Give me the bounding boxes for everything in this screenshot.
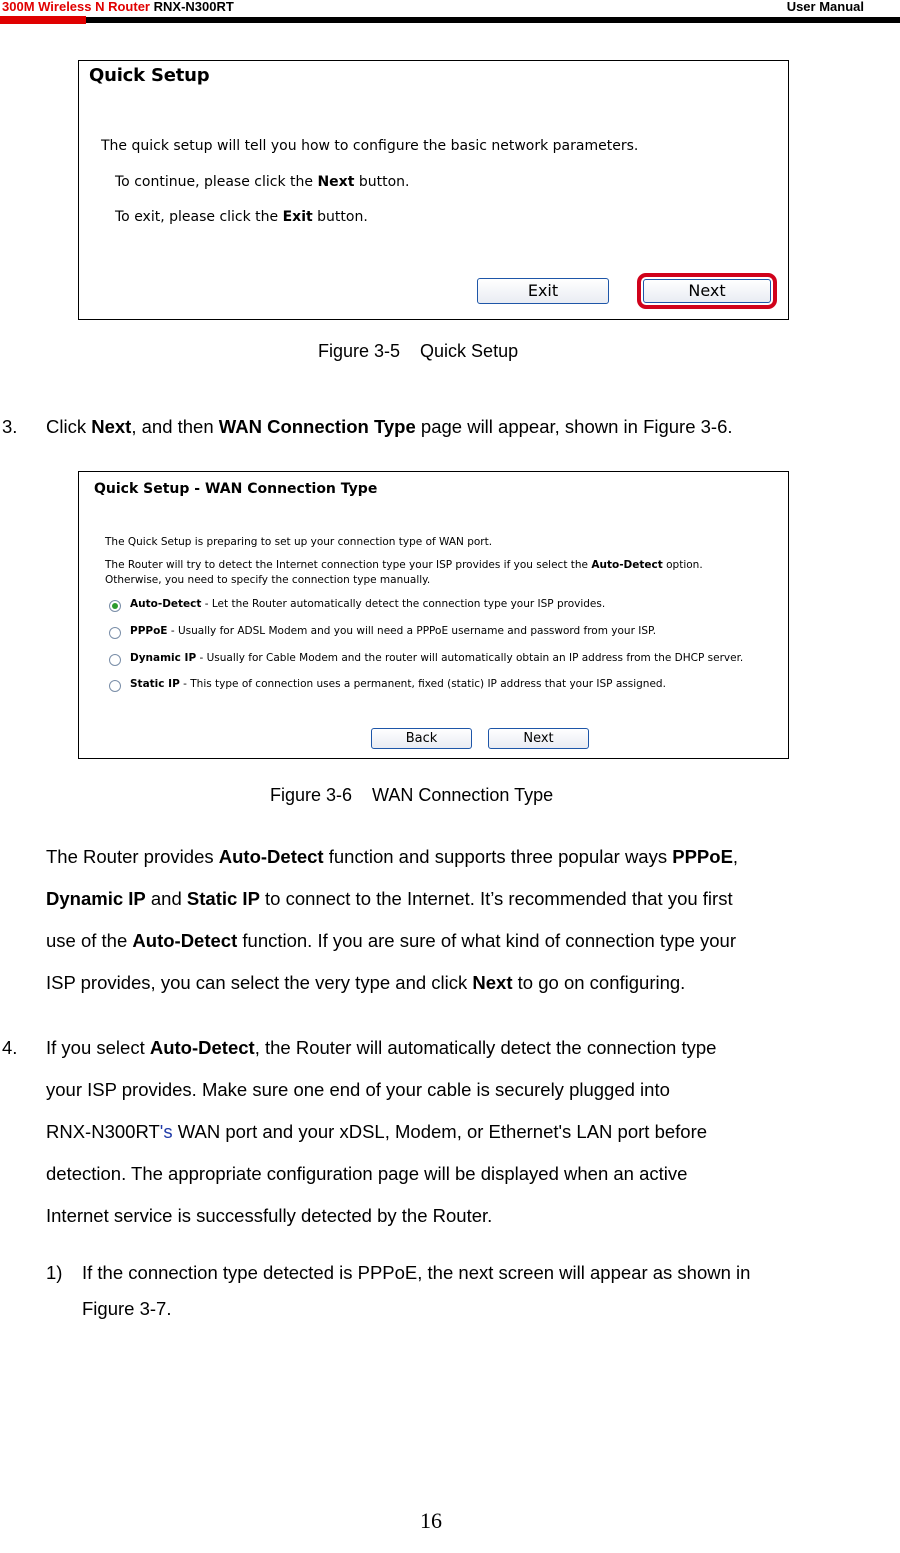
header-rule-red bbox=[0, 16, 86, 24]
sub1-line2: Figure 3-7. bbox=[82, 1298, 172, 1319]
wan-intro2: The Router will try to detect the Internet connection type your ISP provides if you select the Auto-Detect option. bbox=[105, 559, 703, 571]
option-dynamic-ip[interactable]: Dynamic IP - Usually for Cable Modem and the router will automatically obtain an IP address from the DHCP server. bbox=[130, 652, 744, 664]
step4-line2: your ISP provides. Make sure one end of your cable is securely plugged into bbox=[46, 1079, 670, 1100]
quick-setup-line3: To exit, please click the Exit button. bbox=[115, 209, 368, 225]
header-model: RNX-N300RT bbox=[153, 0, 234, 14]
step4-number: 4. bbox=[2, 1037, 18, 1058]
para1-line3: use of the Auto-Detect function. If you are sure of what kind of connection type your bbox=[46, 930, 737, 951]
radio-pppoe[interactable] bbox=[109, 627, 121, 639]
back-button[interactable]: Back bbox=[371, 728, 472, 749]
header-rule-black bbox=[86, 17, 900, 23]
para1-line2: Dynamic IP and Static IP to connect to the Internet. It’s recommended that you first bbox=[46, 888, 733, 909]
para1-line1: The Router provides Auto-Detect function and supports three popular ways PPPoE, bbox=[46, 846, 739, 867]
step4-line3: RNX-N300RT's WAN port and your xDSL, Modem, or Ethernet's LAN port before bbox=[46, 1121, 708, 1142]
radio-static-ip[interactable] bbox=[109, 680, 121, 692]
header-title bbox=[2, 0, 234, 14]
wan-title: Quick Setup - WAN Connection Type bbox=[94, 481, 378, 497]
header-manual: User Manual bbox=[786, 0, 864, 14]
quick-setup-line1: The quick setup will tell you how to configure the basic network parameters. bbox=[101, 138, 639, 154]
sub1-number: 1) bbox=[46, 1262, 63, 1283]
wan-next-button[interactable]: Next bbox=[488, 728, 589, 749]
figure-caption-3-5: Figure 3-5 Quick Setup bbox=[318, 341, 519, 361]
step4-line4: detection. The appropriate configuration page will be displayed when an active bbox=[46, 1163, 688, 1184]
step3-text: Click Next, and then WAN Connection Type page will appear, shown in Figure 3-6. bbox=[46, 416, 733, 437]
wan-intro3: Otherwise, you need to specify the connection type manually. bbox=[105, 574, 431, 586]
option-static-ip[interactable]: Static IP - This type of connection uses a permanent, fixed (static) IP address that your ISP assigned. bbox=[130, 678, 666, 690]
figure-caption-3-6: Figure 3-6 WAN Connection Type bbox=[270, 785, 554, 805]
quick-setup-line2: To continue, please click the Next button. bbox=[115, 174, 410, 190]
header-brand: 300M Wireless N Router bbox=[2, 0, 150, 14]
exit-button[interactable]: Exit bbox=[477, 278, 609, 304]
step4-line1: If you select Auto-Detect, the Router will automatically detect the connection type bbox=[46, 1037, 717, 1058]
step3-number: 3. bbox=[2, 416, 18, 437]
option-pppoe[interactable]: PPPoE - Usually for ADSL Modem and you will need a PPPoE username and password from your ISP. bbox=[130, 625, 657, 637]
sub1-line1: If the connection type detected is PPPoE, the next screen will appear as shown in bbox=[82, 1262, 751, 1283]
wan-intro1: The Quick Setup is preparing to set up your connection type of WAN port. bbox=[105, 536, 493, 548]
wan-connection-screenshot bbox=[78, 471, 789, 759]
option-auto-detect[interactable]: Auto-Detect - Let the Router automatically detect the connection type your ISP provides. bbox=[130, 598, 606, 610]
step4-line5: Internet service is successfully detected by the Router. bbox=[46, 1205, 493, 1226]
para1-line4: ISP provides, you can select the very type and click Next to go on configuring. bbox=[46, 972, 686, 993]
next-button[interactable]: Next bbox=[643, 279, 771, 303]
quick-setup-title: Quick Setup bbox=[89, 65, 210, 86]
radio-auto-detect[interactable] bbox=[109, 600, 121, 612]
page-number: 16 bbox=[420, 1508, 442, 1533]
quick-setup-screenshot bbox=[78, 60, 789, 320]
radio-dynamic-ip[interactable] bbox=[109, 654, 121, 666]
